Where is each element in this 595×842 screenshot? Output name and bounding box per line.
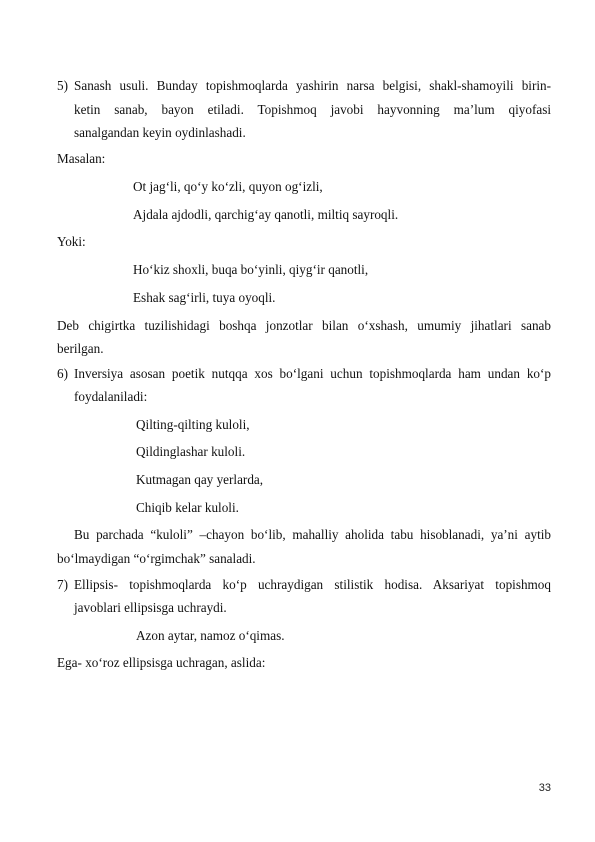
item-7-number: 7) [57, 577, 68, 592]
item-6-line-2: foydalaniladi: [74, 389, 148, 404]
paragraph-ega: Ega- xo‘roz ellipsisga uchragan, aslida: [57, 655, 266, 670]
paragraph-deb-line-1: Deb chigirtka tuzilishidagi boshqa jonzotlar bilan o‘xshash, umumiy jihatlari sanab [57, 318, 551, 333]
item-5-number: 5) [57, 78, 68, 93]
label-masalan: Masalan: [57, 151, 106, 166]
item-6-line-1: Inversiya asosan poetik nutqqa xos bo‘lgani uchun topishmoqlarda ham undan ko‘p [74, 366, 551, 381]
paragraph-bu-line-1: Bu parchada “kuloli” –chayon bo‘lib, mahalliy aholida tabu hisoblanadi, ya’ni aytib [74, 527, 551, 542]
page-number: 33 [538, 782, 551, 794]
verse-4-line-1: Azon aytar, namoz o‘qimas. [136, 628, 285, 643]
paragraph-deb-line-2: berilgan. [57, 341, 104, 356]
label-yoki: Yoki: [57, 234, 86, 249]
item-6-number: 6) [57, 366, 68, 381]
item-5-line-2: ketin sanab, bayon etiladi. Topishmoq javobi hayvonning ma’lum qiyofasi [74, 102, 551, 117]
verse-3-line-3: Kutmagan qay yerlarda, [136, 472, 264, 487]
verse-2-line-1: Ho‘kiz shoxli, buqa bo‘yinli, qiyg‘ir qanotli, [133, 262, 369, 277]
item-7-line-2: javoblari ellipsisga uchraydi. [74, 600, 227, 615]
item-7-line-1: Ellipsis- topishmoqlarda ko‘p uchraydigan stilistik hodisa. Aksariyat topishmoq [74, 577, 551, 592]
verse-3-line-2: Qildinglashar kuloli. [136, 444, 246, 459]
verse-1-line-2: Ajdala ajdodli, qarchig‘ay qanotli, miltiq sayroqli. [133, 207, 399, 222]
verse-3-line-4: Chiqib kelar kuloli. [136, 500, 239, 515]
item-5-line-1: Sanash usuli. Bunday topishmoqlarda yashirin narsa belgisi, shakl-shamoyili birin- [74, 78, 551, 93]
verse-3-line-1: Qilting-qilting kuloli, [136, 417, 250, 432]
verse-2-line-2: Eshak sag‘irli, tuya oyoqli. [133, 290, 276, 305]
paragraph-bu-line-2: bo‘lmaydigan “o‘rgimchak” sanaladi. [57, 551, 256, 566]
verse-1-line-1: Ot jag‘li, qo‘y ko‘zli, quyon og‘izli, [133, 179, 323, 194]
item-5-line-3: sanalgandan keyin oydinlashadi. [74, 125, 246, 140]
